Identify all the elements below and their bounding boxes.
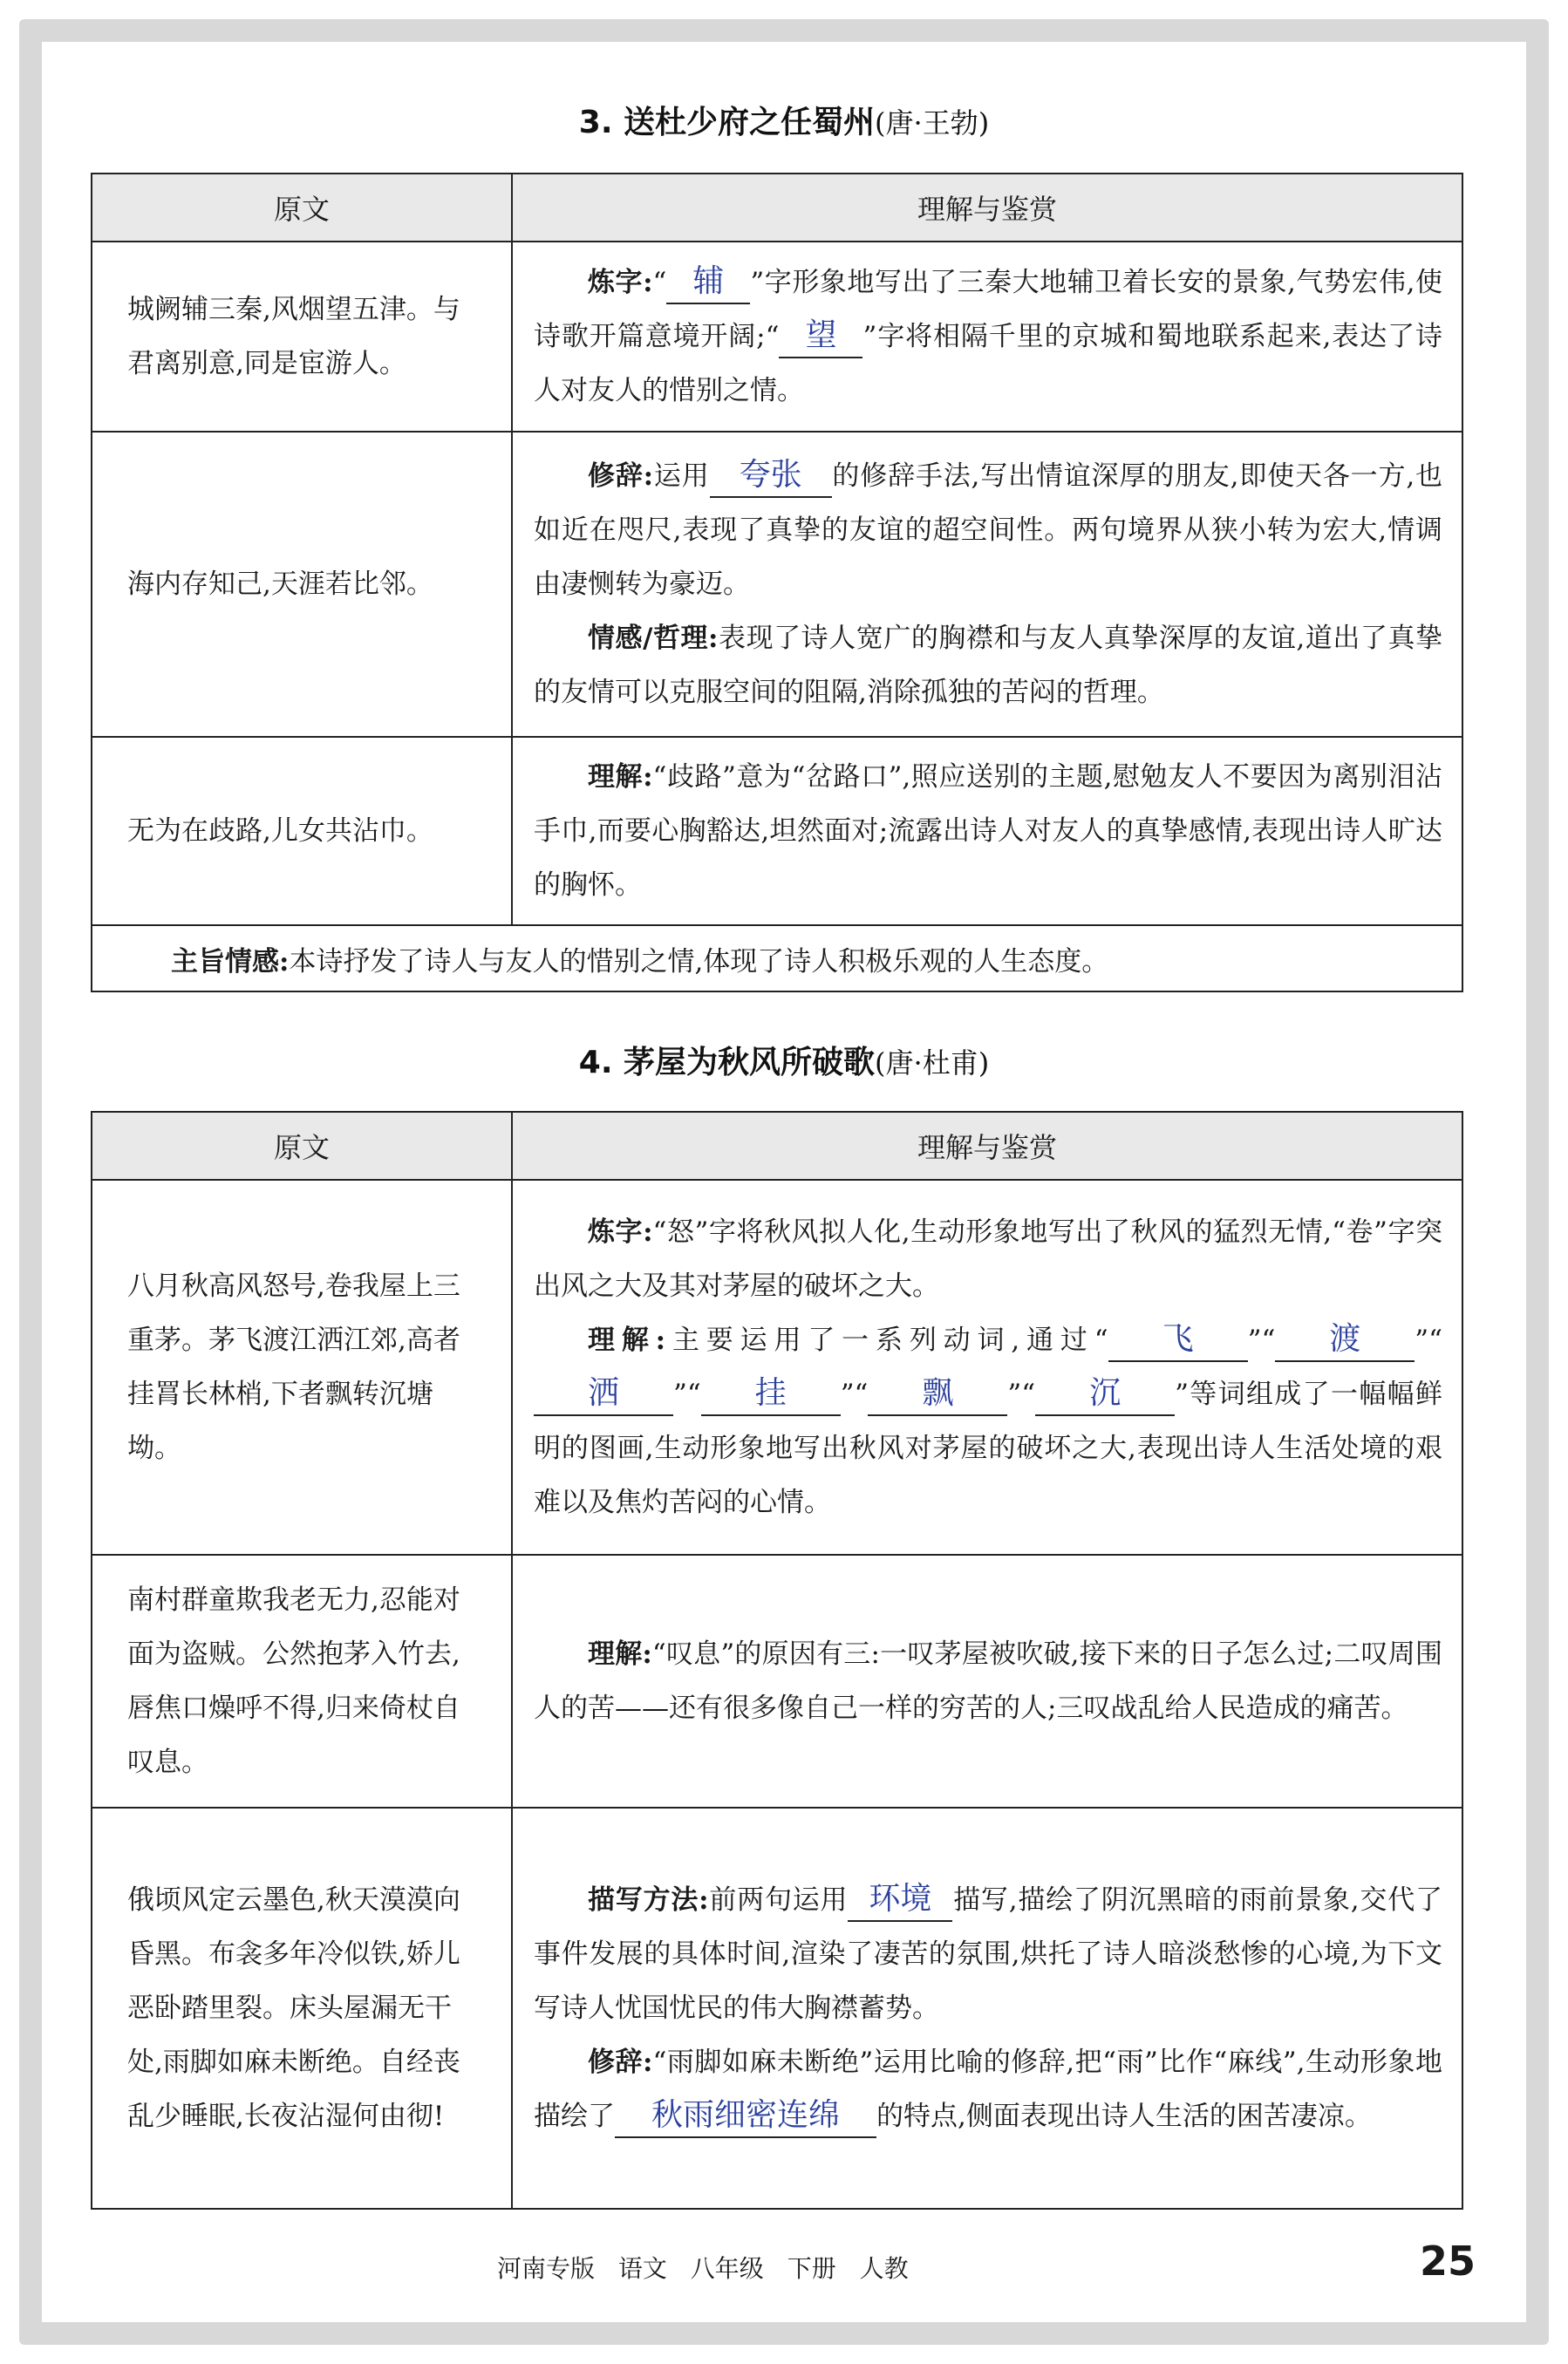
table-row [92,1180,1462,1555]
col-analysis-header: 理解与鉴赏 [512,1112,1462,1180]
section4-author: (唐·杜甫) [875,1046,990,1080]
answer-blank: 沉 [1035,1373,1175,1416]
answer-blank: 望 [779,315,862,358]
original-text: 城阙辅三秦,风烟望五津。与君离别意,同是宦游人。 [92,242,512,432]
table-row [92,242,1462,432]
table-row [92,1808,1462,2209]
analysis-label: 修辞: [588,2047,653,2078]
analysis-text: ”等词组成了一幅幅鲜明的图画,生动形象地写出秋风对茅屋的破坏之大,表现出诗人生活处境的艰难以及焦灼苦闷的心情。 [534,1379,1442,1518]
section3-author: (唐·王勃) [875,106,990,140]
analysis-label: 理解: [588,761,653,793]
analysis-text: 描写,描绘了阴沉黑暗的雨前景象,交代了事件发展的具体时间,渲染了凄苦的氛围,烘托了诗人暗淡愁惨的心境,为下文写诗人忧国忧民的伟大胸襟蓄势。 [534,1884,1442,2024]
section4-title-text: 4. 茅屋为秋风所破歌 [578,1045,876,1080]
original-text: 俄顷风定云墨色,秋天漠漠向昏黑。布衾多年冷似铁,娇儿恶卧踏里裂。床头屋漏无干处,雨脚如麻未断绝。自经丧乱少睡眠,长夜沾湿何由彻! [92,1808,512,2209]
analysis-label: 理解: [588,1325,666,1356]
analysis-text: “怒”字将秋风拟人化,生动形象地写出了秋风的猛烈无情,“卷”字突出风之大及其对茅屋的破坏之大。 [534,1216,1442,1302]
page-number: 25 [1420,2238,1476,2285]
analysis-text: 表现了诗人宽广的胸襟和与友人真挚深厚的友谊,道出了真挚的友情可以克服空间的阻隔,消除孤独的苦闷的哲理。 [534,623,1442,708]
analysis-text: 运用 [653,460,710,492]
analysis-label: 描写方法: [588,1884,709,1916]
analysis-text: “叹息”的原因有三:一叹茅屋被吹破,接下来的日子怎么过;二叹周围人的苦——还有很多像自己一样的穷苦的人;三叹战乱给人民造成的痛苦。 [534,1638,1442,1724]
original-text: 无为在歧路,儿女共沾巾。 [92,737,512,925]
section3-header-row [92,174,1462,242]
analysis-text: “歧路”意为“岔路口”,照应送别的主题,慰勉友人不要因为离别泪沾手巾,而要心胸豁达,坦然面对;流露出诗人对友人的真挚感情,表现出诗人旷达的胸怀。 [534,761,1442,901]
answer-blank: 飘 [868,1373,1007,1416]
analysis-text: ”“ [840,1379,869,1410]
analysis-cell [512,1555,1462,1808]
col-original-header: 原文 [92,1112,512,1180]
analysis-text: 的特点,侧面表现出诗人生活的困苦凄凉。 [876,2101,1372,2132]
analysis-text: 的修辞手法,写出情谊深厚的朋友,即使天各一方,也如近在咫尺,表现了真挚的友谊的超空间性。两句境界从狭小转为宏大,情调由凄恻转为豪迈。 [534,460,1443,600]
analysis-text: ”字形象地写出了三秦大地辅卫着长安的景象,气势宏伟,使诗歌开篇意境开阔;“ [534,267,1442,352]
analysis-label: 情感/哲理: [588,623,719,654]
section3-title [0,98,1568,142]
answer-blank: 环境 [848,1878,952,1922]
analysis-text: “ [652,267,667,298]
answer-blank: 渡 [1275,1318,1415,1362]
analysis-text: ”“ [1007,1379,1036,1410]
section4-title [0,1038,1568,1082]
table-row [92,737,1462,925]
analysis-cell [512,242,1462,432]
analysis-label: 炼字: [588,1216,653,1248]
answer-blank: 秋雨细密连绵 [615,2095,876,2138]
answer-blank: 飞 [1108,1318,1248,1362]
analysis-cell [512,432,1462,737]
summary-label: 主旨情感: [171,945,290,978]
section3-table [91,173,1463,992]
summary-row [92,925,1462,991]
table-row [92,432,1462,737]
answer-blank: 洒 [534,1373,673,1416]
section3-title-text: 3. 送杜少府之任蜀州 [578,105,876,140]
analysis-text: ”字将相隔千里的京城和蜀地联系起来,表达了诗人对友人的惜别之情。 [534,321,1442,406]
analysis-label: 理解: [588,1638,652,1670]
book-info: 河南专版 语文 八年级 下册 人教 [497,2254,909,2283]
analysis-text: ”“ [1247,1325,1276,1356]
analysis-text: “雨脚如麻未断绝”运用比喻的修辞,把“雨”比作“麻线”,生动形象地描绘了 [534,2047,1442,2132]
answer-blank: 夸张 [710,454,832,498]
analysis-text: ”“ [673,1379,701,1410]
col-original-header: 原文 [92,174,512,242]
answer-blank: 辅 [666,261,750,304]
analysis-cell [512,737,1462,925]
analysis-cell [512,1808,1462,2209]
section4-table [91,1111,1463,2210]
analysis-text: 前两句运用 [708,1884,849,1916]
table-row [92,1555,1462,1808]
original-text: 八月秋高风怒号,卷我屋上三重茅。茅飞渡江洒江郊,高者挂罥长林梢,下者飘转沉塘坳。 [92,1180,512,1555]
analysis-text: ”“ [1415,1325,1442,1356]
analysis-cell [512,1180,1462,1555]
summary-text: 本诗抒发了诗人与友人的惜别之情,体现了诗人积极乐观的人生态度。 [289,945,1109,978]
original-text: 海内存知己,天涯若比邻。 [92,432,512,737]
analysis-label: 修辞: [588,460,654,492]
summary-cell [92,925,1462,991]
analysis-text: 主要运用了一系列动词,通过“ [665,1325,1108,1356]
answer-blank: 挂 [701,1373,841,1416]
analysis-label: 炼字: [588,267,653,298]
original-text: 南村群童欺我老无力,忍能对面为盗贼。公然抱茅入竹去,唇焦口燥呼不得,归来倚杖自叹息。 [92,1555,512,1808]
col-analysis-header: 理解与鉴赏 [512,174,1462,242]
section4-header-row [92,1112,1462,1180]
